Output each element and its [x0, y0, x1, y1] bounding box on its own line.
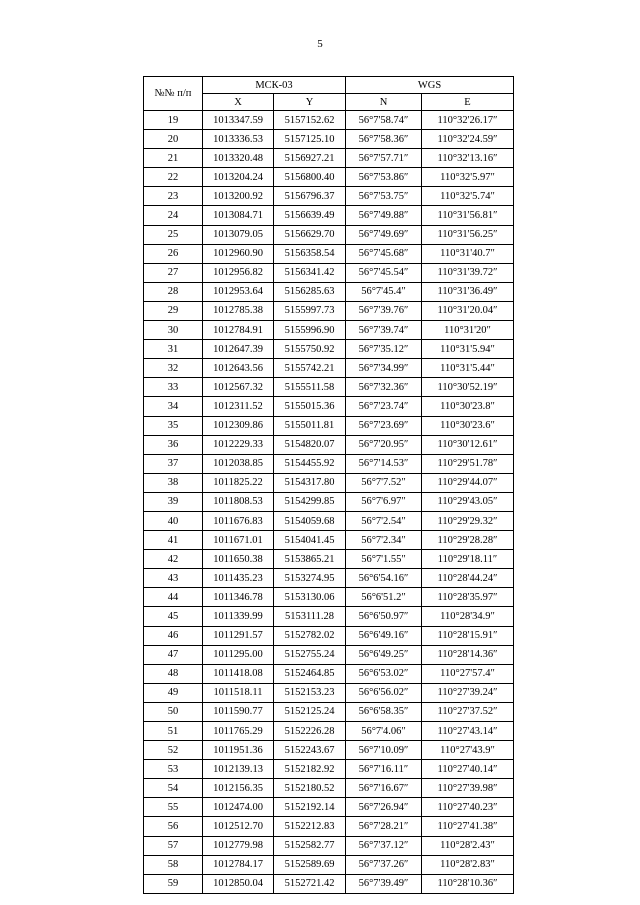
- cell-x: 1012779.98: [203, 836, 274, 855]
- cell-n: 56°7'39.49″: [346, 874, 422, 893]
- cell-x: 1012038.85: [203, 454, 274, 473]
- cell-n: 56°6'54.16″: [346, 569, 422, 588]
- cell-e: 110°32'13.16″: [422, 149, 514, 168]
- cell-y: 5156629.70: [274, 225, 346, 244]
- cell-y: 5152226.28: [274, 722, 346, 741]
- cell-e: 110°29'28.28″: [422, 531, 514, 550]
- cell-num: 52: [144, 741, 203, 760]
- cell-n: 56°7'32.36″: [346, 378, 422, 397]
- header-e: E: [422, 94, 514, 111]
- table-row: [144, 473, 514, 492]
- cell-x: 1012647.39: [203, 340, 274, 359]
- cell-e: 110°27'37.52″: [422, 702, 514, 721]
- cell-num: 39: [144, 492, 203, 511]
- cell-e: 110°31'5.94″: [422, 340, 514, 359]
- cell-num: 25: [144, 225, 203, 244]
- cell-e: 110°27'40.23″: [422, 798, 514, 817]
- cell-x: 1011291.57: [203, 626, 274, 645]
- table-row: [144, 359, 514, 378]
- cell-x: 1012784.91: [203, 321, 274, 340]
- cell-x: 1011951.36: [203, 741, 274, 760]
- table-row: [144, 588, 514, 607]
- cell-n: 56°6'50.97″: [346, 607, 422, 626]
- cell-e: 110°30'23.8″: [422, 397, 514, 416]
- cell-n: 56°7'2.54″: [346, 511, 422, 530]
- cell-n: 56°7'6.97″: [346, 492, 422, 511]
- cell-y: 5155511.58: [274, 378, 346, 397]
- cell-y: 5155750.92: [274, 340, 346, 359]
- cell-e: 110°29'18.11″: [422, 550, 514, 569]
- cell-num: 22: [144, 168, 203, 187]
- table-row: [144, 263, 514, 282]
- table-row: [144, 340, 514, 359]
- cell-n: 56°7'37.12″: [346, 836, 422, 855]
- cell-e: 110°28'10.36″: [422, 874, 514, 893]
- cell-n: 56°6'56.02″: [346, 683, 422, 702]
- cell-n: 56°7'26.94″: [346, 798, 422, 817]
- table-row: [144, 702, 514, 721]
- cell-n: 56°7'45.4″: [346, 282, 422, 301]
- cell-x: 1011346.78: [203, 588, 274, 607]
- table-row: [144, 817, 514, 836]
- cell-y: 5155011.81: [274, 416, 346, 435]
- cell-x: 1012956.82: [203, 263, 274, 282]
- cell-e: 110°31'36.49″: [422, 282, 514, 301]
- cell-e: 110°28'2.43″: [422, 836, 514, 855]
- cell-y: 5152180.52: [274, 779, 346, 798]
- cell-n: 56°7'53.86″: [346, 168, 422, 187]
- cell-n: 56°7'16.67″: [346, 779, 422, 798]
- cell-n: 56°6'58.35″: [346, 702, 422, 721]
- cell-n: 56°7'49.88″: [346, 206, 422, 225]
- cell-y: 5154317.80: [274, 473, 346, 492]
- table-row: [144, 187, 514, 206]
- cell-e: 110°28'44.24″: [422, 569, 514, 588]
- table-row: [144, 321, 514, 340]
- cell-n: 56°7'20.95″: [346, 435, 422, 454]
- cell-e: 110°29'43.05″: [422, 492, 514, 511]
- cell-n: 56°7'34.99″: [346, 359, 422, 378]
- cell-n: 56°7'16.11″: [346, 760, 422, 779]
- cell-y: 5152192.14: [274, 798, 346, 817]
- cell-n: 56°6'49.25″: [346, 645, 422, 664]
- cell-x: 1012785.38: [203, 301, 274, 320]
- cell-num: 57: [144, 836, 203, 855]
- cell-x: 1011590.77: [203, 702, 274, 721]
- table-body: [144, 111, 514, 894]
- cell-x: 1012953.64: [203, 282, 274, 301]
- cell-y: 5152782.02: [274, 626, 346, 645]
- table-row: [144, 130, 514, 149]
- table-row: [144, 855, 514, 874]
- cell-x: 1011671.01: [203, 531, 274, 550]
- cell-e: 110°30'52.19″: [422, 378, 514, 397]
- cell-num: 56: [144, 817, 203, 836]
- cell-y: 5152721.42: [274, 874, 346, 893]
- table-row: [144, 416, 514, 435]
- table-row: [144, 741, 514, 760]
- cell-n: 56°7'14.53″: [346, 454, 422, 473]
- cell-e: 110°29'29.32″: [422, 511, 514, 530]
- cell-e: 110°31'5.44″: [422, 359, 514, 378]
- cell-y: 5154820.07: [274, 435, 346, 454]
- cell-e: 110°29'44.07″: [422, 473, 514, 492]
- cell-y: 5153274.95: [274, 569, 346, 588]
- cell-num: 28: [144, 282, 203, 301]
- cell-x: 1012229.33: [203, 435, 274, 454]
- cell-y: 5154059.68: [274, 511, 346, 530]
- cell-x: 1011339.99: [203, 607, 274, 626]
- cell-x: 1011435.23: [203, 569, 274, 588]
- cell-e: 110°28'14.36″: [422, 645, 514, 664]
- cell-x: 1013084.71: [203, 206, 274, 225]
- cell-n: 56°7'58.36″: [346, 130, 422, 149]
- cell-y: 5155015.36: [274, 397, 346, 416]
- cell-x: 1013204.24: [203, 168, 274, 187]
- cell-y: 5156927.21: [274, 149, 346, 168]
- cell-y: 5154455.92: [274, 454, 346, 473]
- cell-x: 1012960.90: [203, 244, 274, 263]
- cell-num: 43: [144, 569, 203, 588]
- cell-n: 56°7'1.55″: [346, 550, 422, 569]
- table-row: [144, 798, 514, 817]
- cell-e: 110°27'43.14″: [422, 722, 514, 741]
- table-row: [144, 206, 514, 225]
- table-row: [144, 511, 514, 530]
- cell-x: 1011765.29: [203, 722, 274, 741]
- table-row: [144, 626, 514, 645]
- cell-n: 56°7'39.74″: [346, 321, 422, 340]
- cell-num: 47: [144, 645, 203, 664]
- cell-num: 33: [144, 378, 203, 397]
- cell-y: 5152182.92: [274, 760, 346, 779]
- cell-n: 56°7'23.74″: [346, 397, 422, 416]
- table-row: [144, 282, 514, 301]
- cell-n: 56°7'49.69″: [346, 225, 422, 244]
- header-x: X: [203, 94, 274, 111]
- table-row: [144, 645, 514, 664]
- cell-num: 34: [144, 397, 203, 416]
- cell-e: 110°27'57.4″: [422, 664, 514, 683]
- cell-y: 5154041.45: [274, 531, 346, 550]
- cell-num: 54: [144, 779, 203, 798]
- table-row: [144, 435, 514, 454]
- cell-x: 1011518.11: [203, 683, 274, 702]
- table-row: [144, 111, 514, 130]
- cell-y: 5152755.24: [274, 645, 346, 664]
- cell-num: 32: [144, 359, 203, 378]
- header-group-msk: МСК-03: [203, 77, 346, 94]
- cell-x: 1012784.17: [203, 855, 274, 874]
- cell-num: 21: [144, 149, 203, 168]
- cell-num: 51: [144, 722, 203, 741]
- cell-y: 5155996.90: [274, 321, 346, 340]
- cell-num: 36: [144, 435, 203, 454]
- cell-e: 110°31'20.04″: [422, 301, 514, 320]
- cell-e: 110°32'5.74″: [422, 187, 514, 206]
- table-row: [144, 301, 514, 320]
- table-row: [144, 836, 514, 855]
- cell-num: 44: [144, 588, 203, 607]
- cell-e: 110°27'39.24″: [422, 683, 514, 702]
- header-n: N: [346, 94, 422, 111]
- cell-n: 56°7'39.76″: [346, 301, 422, 320]
- cell-num: 26: [144, 244, 203, 263]
- table-row: [144, 874, 514, 893]
- cell-num: 46: [144, 626, 203, 645]
- table-row: [144, 149, 514, 168]
- cell-e: 110°31'56.25″: [422, 225, 514, 244]
- cell-n: 56°7'35.12″: [346, 340, 422, 359]
- cell-n: 56°7'45.68″: [346, 244, 422, 263]
- header-num: №№ п/п: [144, 77, 203, 111]
- cell-x: 1012309.86: [203, 416, 274, 435]
- cell-y: 5154299.85: [274, 492, 346, 511]
- cell-n: 56°7'57.71″: [346, 149, 422, 168]
- cell-num: 59: [144, 874, 203, 893]
- cell-x: 1012139.13: [203, 760, 274, 779]
- table-row: [144, 244, 514, 263]
- cell-x: 1012567.32: [203, 378, 274, 397]
- cell-n: 56°7'10.09″: [346, 741, 422, 760]
- cell-e: 110°27'43.9″: [422, 741, 514, 760]
- cell-n: 56°7'58.74″: [346, 111, 422, 130]
- table-row: [144, 550, 514, 569]
- cell-e: 110°27'39.98″: [422, 779, 514, 798]
- cell-num: 40: [144, 511, 203, 530]
- header-group-wgs: WGS: [346, 77, 514, 94]
- table-row: [144, 531, 514, 550]
- cell-y: 5152153.23: [274, 683, 346, 702]
- table-row: [144, 168, 514, 187]
- table-row: [144, 683, 514, 702]
- cell-x: 1012156.35: [203, 779, 274, 798]
- cell-y: 5156639.49: [274, 206, 346, 225]
- cell-x: 1011418.08: [203, 664, 274, 683]
- table-row: [144, 760, 514, 779]
- cell-num: 38: [144, 473, 203, 492]
- cell-y: 5152212.83: [274, 817, 346, 836]
- cell-num: 19: [144, 111, 203, 130]
- cell-num: 49: [144, 683, 203, 702]
- cell-n: 56°7'53.75″: [346, 187, 422, 206]
- cell-num: 50: [144, 702, 203, 721]
- cell-num: 48: [144, 664, 203, 683]
- cell-x: 1011676.83: [203, 511, 274, 530]
- cell-x: 1011295.00: [203, 645, 274, 664]
- cell-n: 56°7'28.21″: [346, 817, 422, 836]
- table-row: [144, 492, 514, 511]
- cell-n: 56°6'49.16″: [346, 626, 422, 645]
- table-row: [144, 454, 514, 473]
- cell-y: 5155997.73: [274, 301, 346, 320]
- cell-x: 1012474.00: [203, 798, 274, 817]
- cell-e: 110°27'40.14″: [422, 760, 514, 779]
- table-row: [144, 779, 514, 798]
- cell-e: 110°28'2.83″: [422, 855, 514, 874]
- cell-n: 56°7'4.06″: [346, 722, 422, 741]
- cell-x: 1013336.53: [203, 130, 274, 149]
- cell-y: 5156285.63: [274, 282, 346, 301]
- cell-num: 58: [144, 855, 203, 874]
- cell-y: 5156796.37: [274, 187, 346, 206]
- cell-e: 110°28'34.9″: [422, 607, 514, 626]
- cell-e: 110°28'15.91″: [422, 626, 514, 645]
- cell-x: 1013347.59: [203, 111, 274, 130]
- cell-num: 53: [144, 760, 203, 779]
- cell-n: 56°6'53.02″: [346, 664, 422, 683]
- cell-x: 1013320.48: [203, 149, 274, 168]
- table-row: [144, 722, 514, 741]
- cell-num: 20: [144, 130, 203, 149]
- cell-y: 5156800.40: [274, 168, 346, 187]
- table-row: [144, 225, 514, 244]
- cell-e: 110°28'35.97″: [422, 588, 514, 607]
- table-row: [144, 397, 514, 416]
- cell-y: 5153111.28: [274, 607, 346, 626]
- cell-y: 5153130.06: [274, 588, 346, 607]
- cell-num: 35: [144, 416, 203, 435]
- cell-n: 56°7'23.69″: [346, 416, 422, 435]
- cell-y: 5152125.24: [274, 702, 346, 721]
- cell-y: 5153865.21: [274, 550, 346, 569]
- cell-num: 37: [144, 454, 203, 473]
- coordinates-table: [143, 76, 514, 894]
- cell-n: 56°7'37.26″: [346, 855, 422, 874]
- cell-num: 42: [144, 550, 203, 569]
- cell-x: 1011650.38: [203, 550, 274, 569]
- cell-num: 55: [144, 798, 203, 817]
- cell-y: 5157125.10: [274, 130, 346, 149]
- cell-e: 110°32'26.17″: [422, 111, 514, 130]
- cell-num: 27: [144, 263, 203, 282]
- cell-e: 110°31'40.7″: [422, 244, 514, 263]
- cell-num: 41: [144, 531, 203, 550]
- cell-x: 1011825.22: [203, 473, 274, 492]
- cell-e: 110°30'12.61″: [422, 435, 514, 454]
- cell-y: 5155742.21: [274, 359, 346, 378]
- cell-n: 56°6'51.2″: [346, 588, 422, 607]
- cell-e: 110°30'23.6″: [422, 416, 514, 435]
- cell-x: 1011808.53: [203, 492, 274, 511]
- cell-e: 110°29'51.78″: [422, 454, 514, 473]
- cell-num: 24: [144, 206, 203, 225]
- cell-x: 1012643.56: [203, 359, 274, 378]
- cell-n: 56°7'45.54″: [346, 263, 422, 282]
- cell-e: 110°31'39.72″: [422, 263, 514, 282]
- cell-x: 1012850.04: [203, 874, 274, 893]
- cell-e: 110°31'20″: [422, 321, 514, 340]
- cell-x: 1012512.70: [203, 817, 274, 836]
- cell-y: 5152582.77: [274, 836, 346, 855]
- cell-num: 30: [144, 321, 203, 340]
- cell-y: 5152464.85: [274, 664, 346, 683]
- cell-y: 5152243.67: [274, 741, 346, 760]
- cell-y: 5152589.69: [274, 855, 346, 874]
- cell-y: 5157152.62: [274, 111, 346, 130]
- cell-num: 31: [144, 340, 203, 359]
- cell-x: 1013200.92: [203, 187, 274, 206]
- cell-num: 23: [144, 187, 203, 206]
- cell-y: 5156341.42: [274, 263, 346, 282]
- cell-e: 110°31'56.81″: [422, 206, 514, 225]
- table-row: [144, 664, 514, 683]
- cell-num: 29: [144, 301, 203, 320]
- cell-n: 56°7'2.34″: [346, 531, 422, 550]
- cell-e: 110°32'5.97″: [422, 168, 514, 187]
- cell-n: 56°7'7.52″: [346, 473, 422, 492]
- cell-e: 110°32'24.59″: [422, 130, 514, 149]
- cell-x: 1012311.52: [203, 397, 274, 416]
- cell-x: 1013079.05: [203, 225, 274, 244]
- header-y: Y: [274, 94, 346, 111]
- cell-y: 5156358.54: [274, 244, 346, 263]
- table-row: [144, 569, 514, 588]
- cell-num: 45: [144, 607, 203, 626]
- table-row: [144, 378, 514, 397]
- page-number: 5: [317, 38, 323, 50]
- table-row: [144, 607, 514, 626]
- cell-e: 110°27'41.38″: [422, 817, 514, 836]
